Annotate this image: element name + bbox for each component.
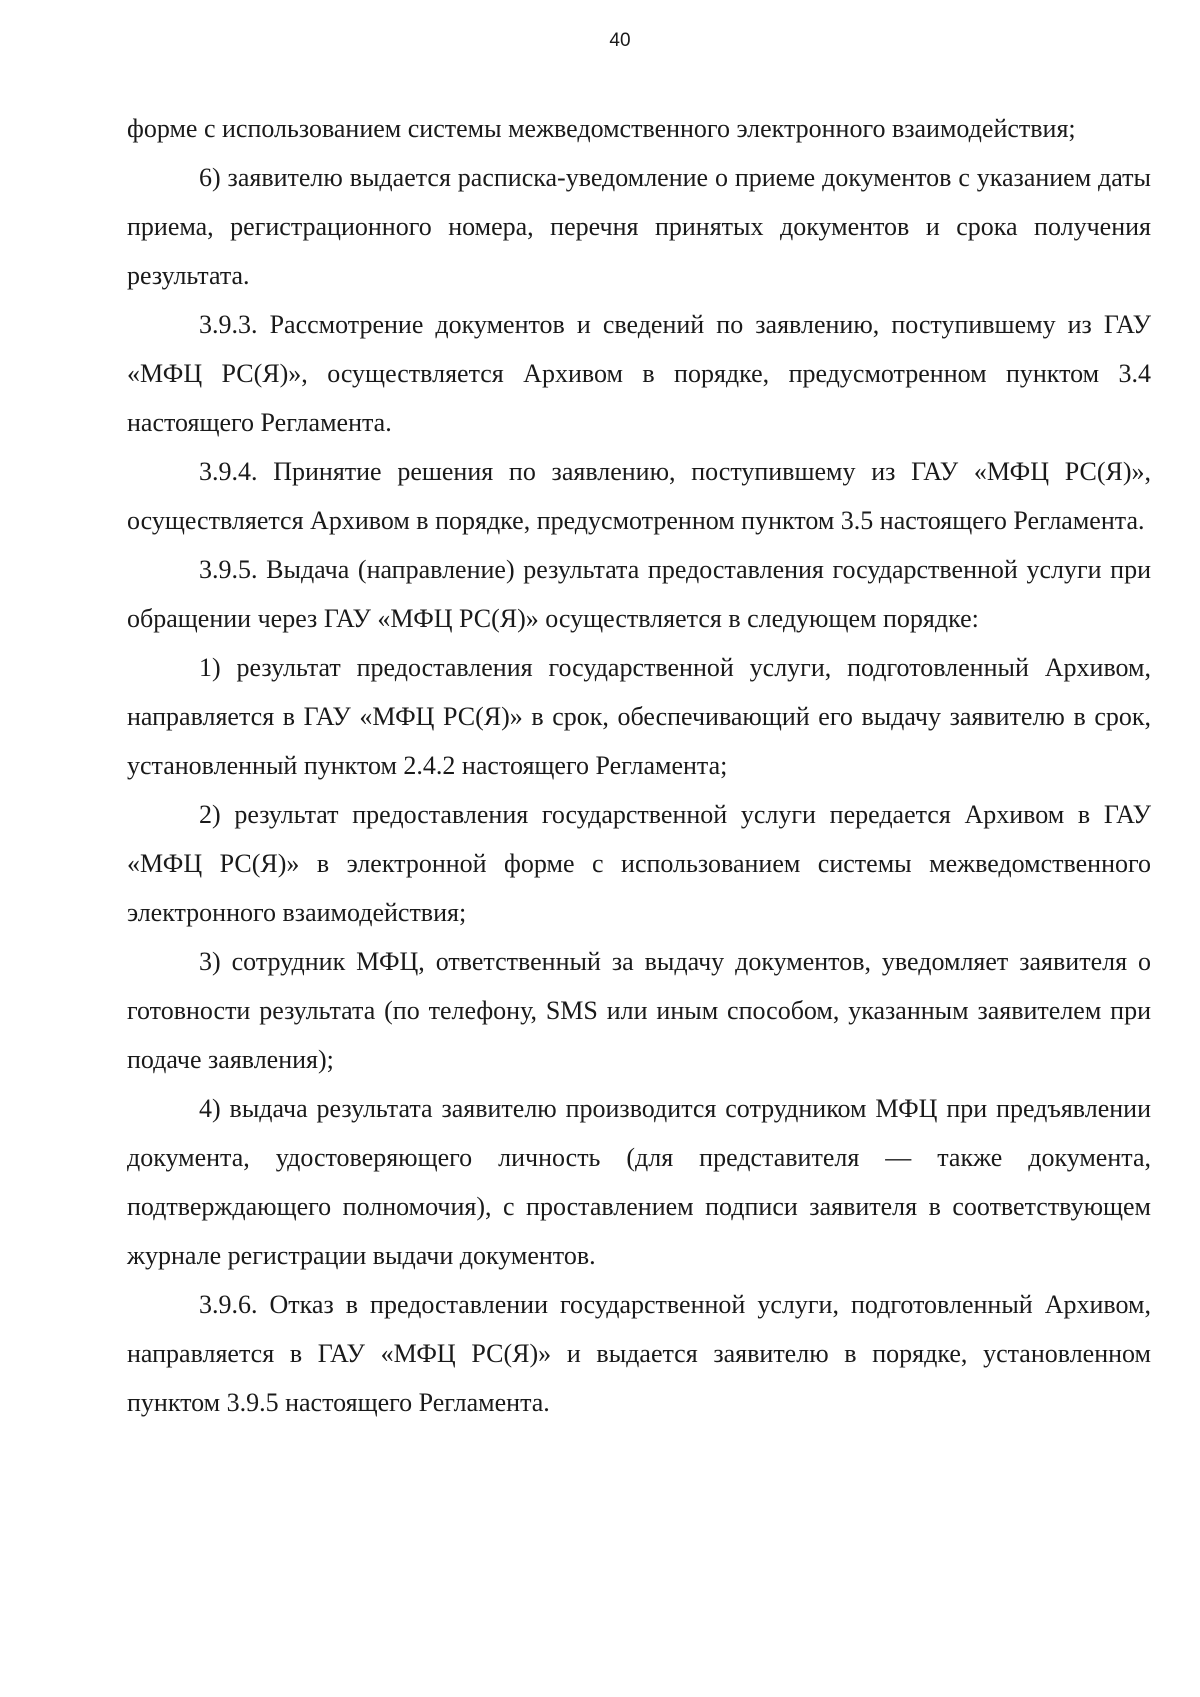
paragraph-item-1: 1) результат предоставления государственной услуги, подготовленный Архивом, направляется в ГАУ «МФЦ РС(Я)» в срок, обеспечивающий его выдачу заявителю в срок, установленный пунктом 2.4.2 настоящего Регламента; [127,653,1151,780]
document-body [127,104,1151,1427]
paragraph-3-9-6: 3.9.6. Отказ в предоставлении государственной услуги, подготовленный Архивом, направляется в ГАУ «МФЦ РС(Я)» и выдается заявителю в порядке, установленном пунктом 3.9.5 настоящего Регламента. [127,1290,1151,1417]
paragraph-continuation: форме с использованием системы межведомственного электронного взаимодействия; [127,114,1076,143]
paragraph-item-3: 3) сотрудник МФЦ, ответственный за выдачу документов, уведомляет заявителя о готовности результата (по телефону, SMS или иным способом, указанным заявителем при подаче заявления); [127,947,1151,1074]
paragraph-3-9-3: 3.9.3. Рассмотрение документов и сведений по заявлению, поступившему из ГАУ «МФЦ РС(Я)», осуществляется Архивом в порядке, предусмотренном пунктом 3.4 настоящего Регламента. [127,310,1151,437]
paragraph-3-9-4: 3.9.4. Принятие решения по заявлению, поступившему из ГАУ «МФЦ РС(Я)», осуществляется Архивом в порядке, предусмотренном пунктом 3.5 настоящего Регламента. [127,457,1151,535]
page-number: 40 [609,30,631,51]
paragraph-item-2: 2) результат предоставления государственной услуги передается Архивом в ГАУ «МФЦ РС(Я)» в электронной форме с использованием системы межведомственного электронного взаимодействия; [127,800,1151,927]
paragraph-item-6: 6) заявителю выдается расписка-уведомление о приеме документов с указанием даты приема, регистрационного номера, перечня принятых документов и срока получения результата. [127,163,1151,290]
paragraph-item-4: 4) выдача результата заявителю производится сотрудником МФЦ при предъявлении документа, удостоверяющего личность (для представителя — также документа, подтверждающего полномочия), с проставлением подписи заявителя в соответствующем журнале регистрации выдачи документов. [127,1094,1151,1270]
paragraph-3-9-5: 3.9.5. Выдача (направление) результата предоставления государственной услуги при обращении через ГАУ «МФЦ РС(Я)» осуществляется в следующем порядке: [127,555,1151,633]
